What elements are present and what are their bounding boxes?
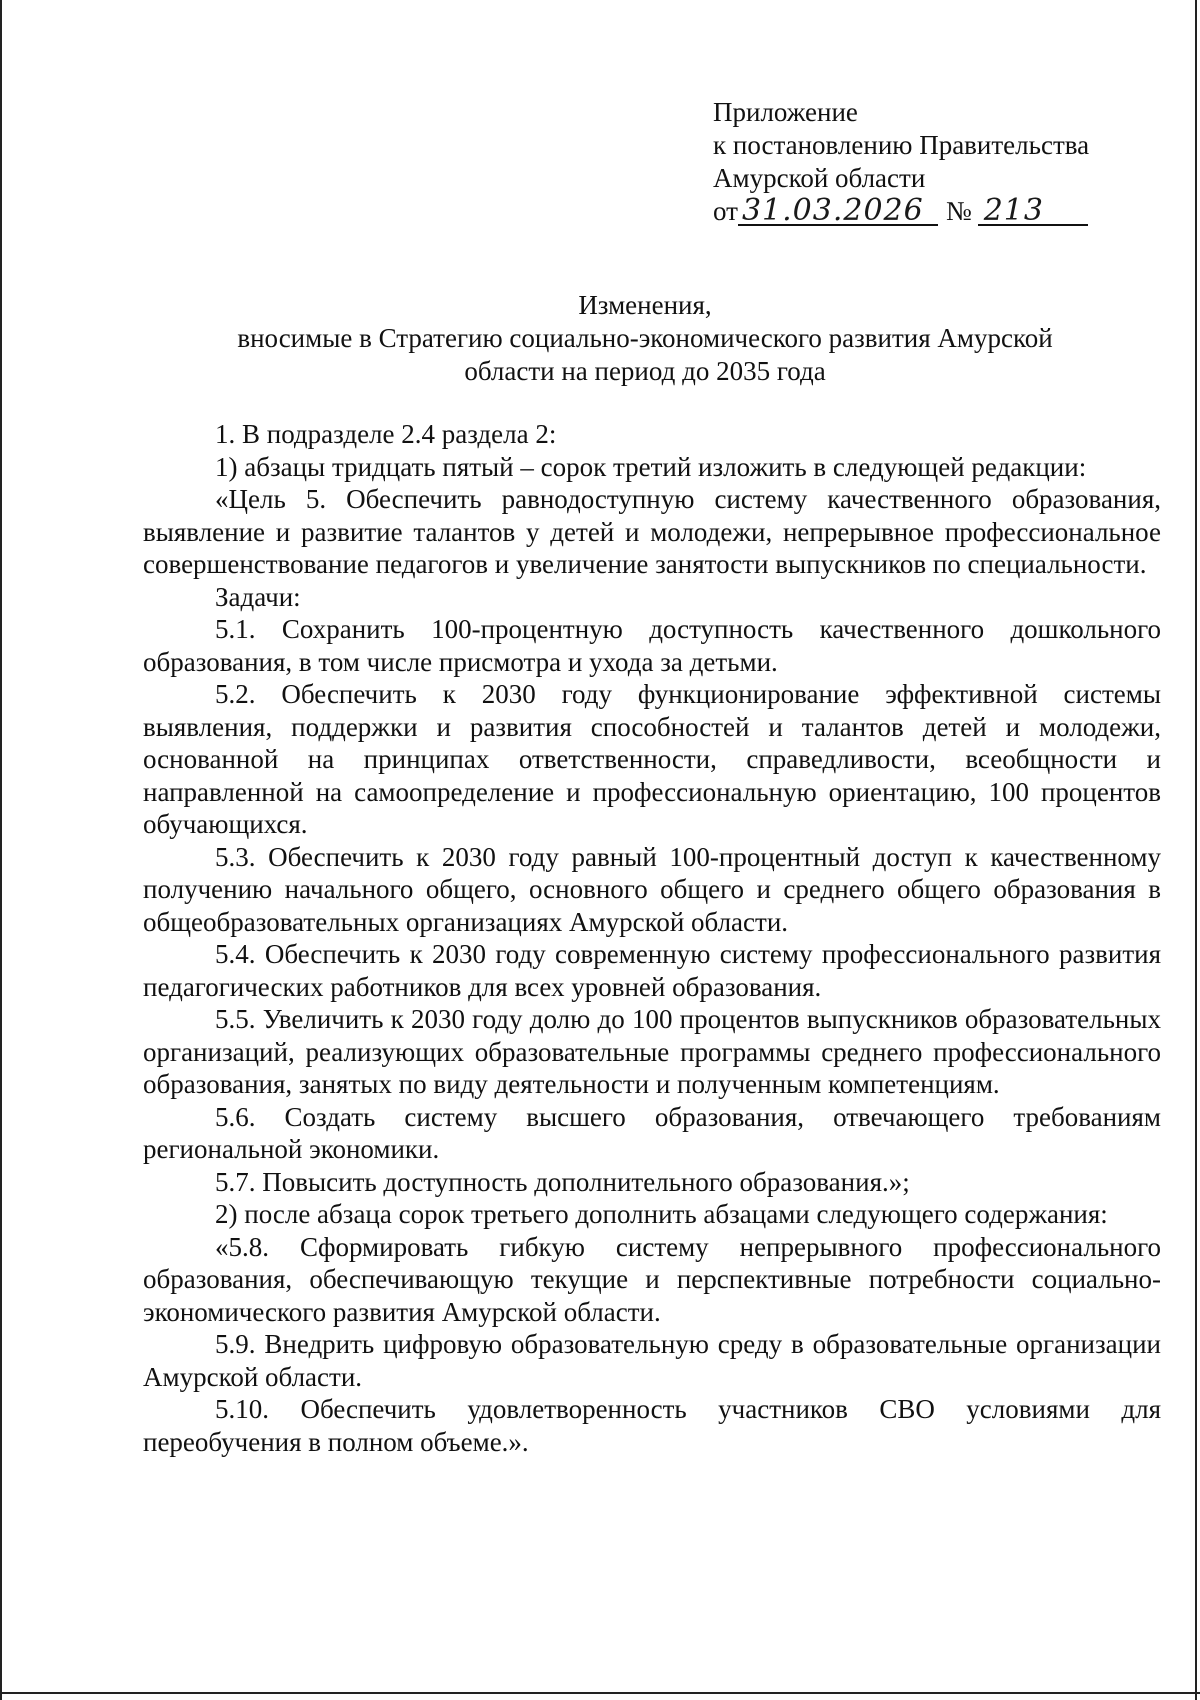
appendix-label: Приложение: [713, 97, 858, 127]
paragraph-tasks-heading: Задачи:: [215, 581, 301, 612]
paragraph-task-5-5: 5.5. Увеличить к 2030 году долю до 100 процентов выпускников образовательных организаций, реализующих образовательные программы среднего профессионального образования, занятых по виду деятельности и полученным компетенциям.: [143, 1004, 1161, 1099]
title-line-1: Изменения,: [578, 290, 712, 320]
paragraph-goal-5: «Цель 5. Обеспечить равнодоступную систему качественного образования, выявление и развитие талантов у детей и молодежи, непрерывное профессиональное совершенствование педагогов и увеличение занятости выпускников по специальности.: [143, 484, 1161, 579]
handwritten-number: 213: [983, 193, 1044, 228]
paragraph-task-5-3: 5.3. Обеспечить к 2030 году равный 100-процентный доступ к качественному получению начального общего, основного общего и среднего общего образования в общеобразовательных организациях Амурской области.: [143, 841, 1161, 937]
paragraph-item-2: 2) после абзаца сорок третьего дополнить абзацами следующего содержания:: [215, 1199, 1108, 1229]
appendix-region-line: Амурской области: [713, 163, 926, 193]
title-line-3: области на период до 2035 года: [464, 356, 826, 386]
paragraph-task-5-4: 5.4. Обеспечить к 2030 году современную систему профессионального развития педагогических работников для всех уровней образования.: [143, 939, 1161, 1002]
scan-border-left: [0, 0, 2, 1700]
date-number-line: [713, 195, 1089, 228]
date-field: [738, 193, 938, 228]
title-line-2: вносимые в Стратегию социально-экономического развития Амурской: [237, 323, 1053, 353]
scan-border-right: [1195, 0, 1197, 1700]
number-sign: №: [945, 196, 972, 226]
paragraph-section-1: 1. В подразделе 2.4 раздела 2:: [215, 419, 557, 449]
paragraph-task-5-8: «5.8. Сформировать гибкую систему непрерывного профессионального образования, обеспечивающую текущие и перспективные потребности социально-экономического развития Амурской области.: [143, 1231, 1161, 1327]
document-body: [143, 418, 1161, 1458]
date-prefix: от: [713, 196, 738, 226]
scan-border-bottom: [0, 1692, 1200, 1694]
number-field: [978, 193, 1088, 228]
paragraph-item-1: 1) абзацы тридцать пятый – сорок третий изложить в следующей редакции:: [215, 451, 1087, 482]
paragraph-task-5-10: 5.10. Обеспечить удовлетворенность участников СВО условиями для переобучения в полном объеме.».: [143, 1394, 1161, 1457]
appendix-header: [713, 96, 1089, 228]
appendix-resolution-line: к постановлению Правительства: [713, 130, 1090, 160]
paragraph-task-5-2: 5.2. Обеспечить к 2030 году функционирование эффективной системы выявления, поддержки и развития способностей и талантов детей и молодежи, основанной на принципах ответственности, справедливости, всеобщности и направленной на самоопределение и профессиональную ориентацию, 100 процентов обучающихся.: [143, 679, 1161, 839]
paragraph-task-5-1: 5.1. Сохранить 100-процентную доступность качественного дошкольного образования, в том числе присмотра и ухода за детьми.: [143, 614, 1161, 677]
paragraph-task-5-7: 5.7. Повысить доступность дополнительного образования.»;: [215, 1166, 910, 1197]
document-title: [140, 289, 1150, 388]
paragraph-task-5-6: 5.6. Создать систему высшего образования, отвечающего требованиям региональной экономики.: [143, 1101, 1161, 1164]
paragraph-task-5-9: 5.9. Внедрить цифровую образовательную среду в образовательные организации Амурской области.: [143, 1329, 1161, 1392]
handwritten-date: 31.03.2026: [741, 193, 924, 228]
